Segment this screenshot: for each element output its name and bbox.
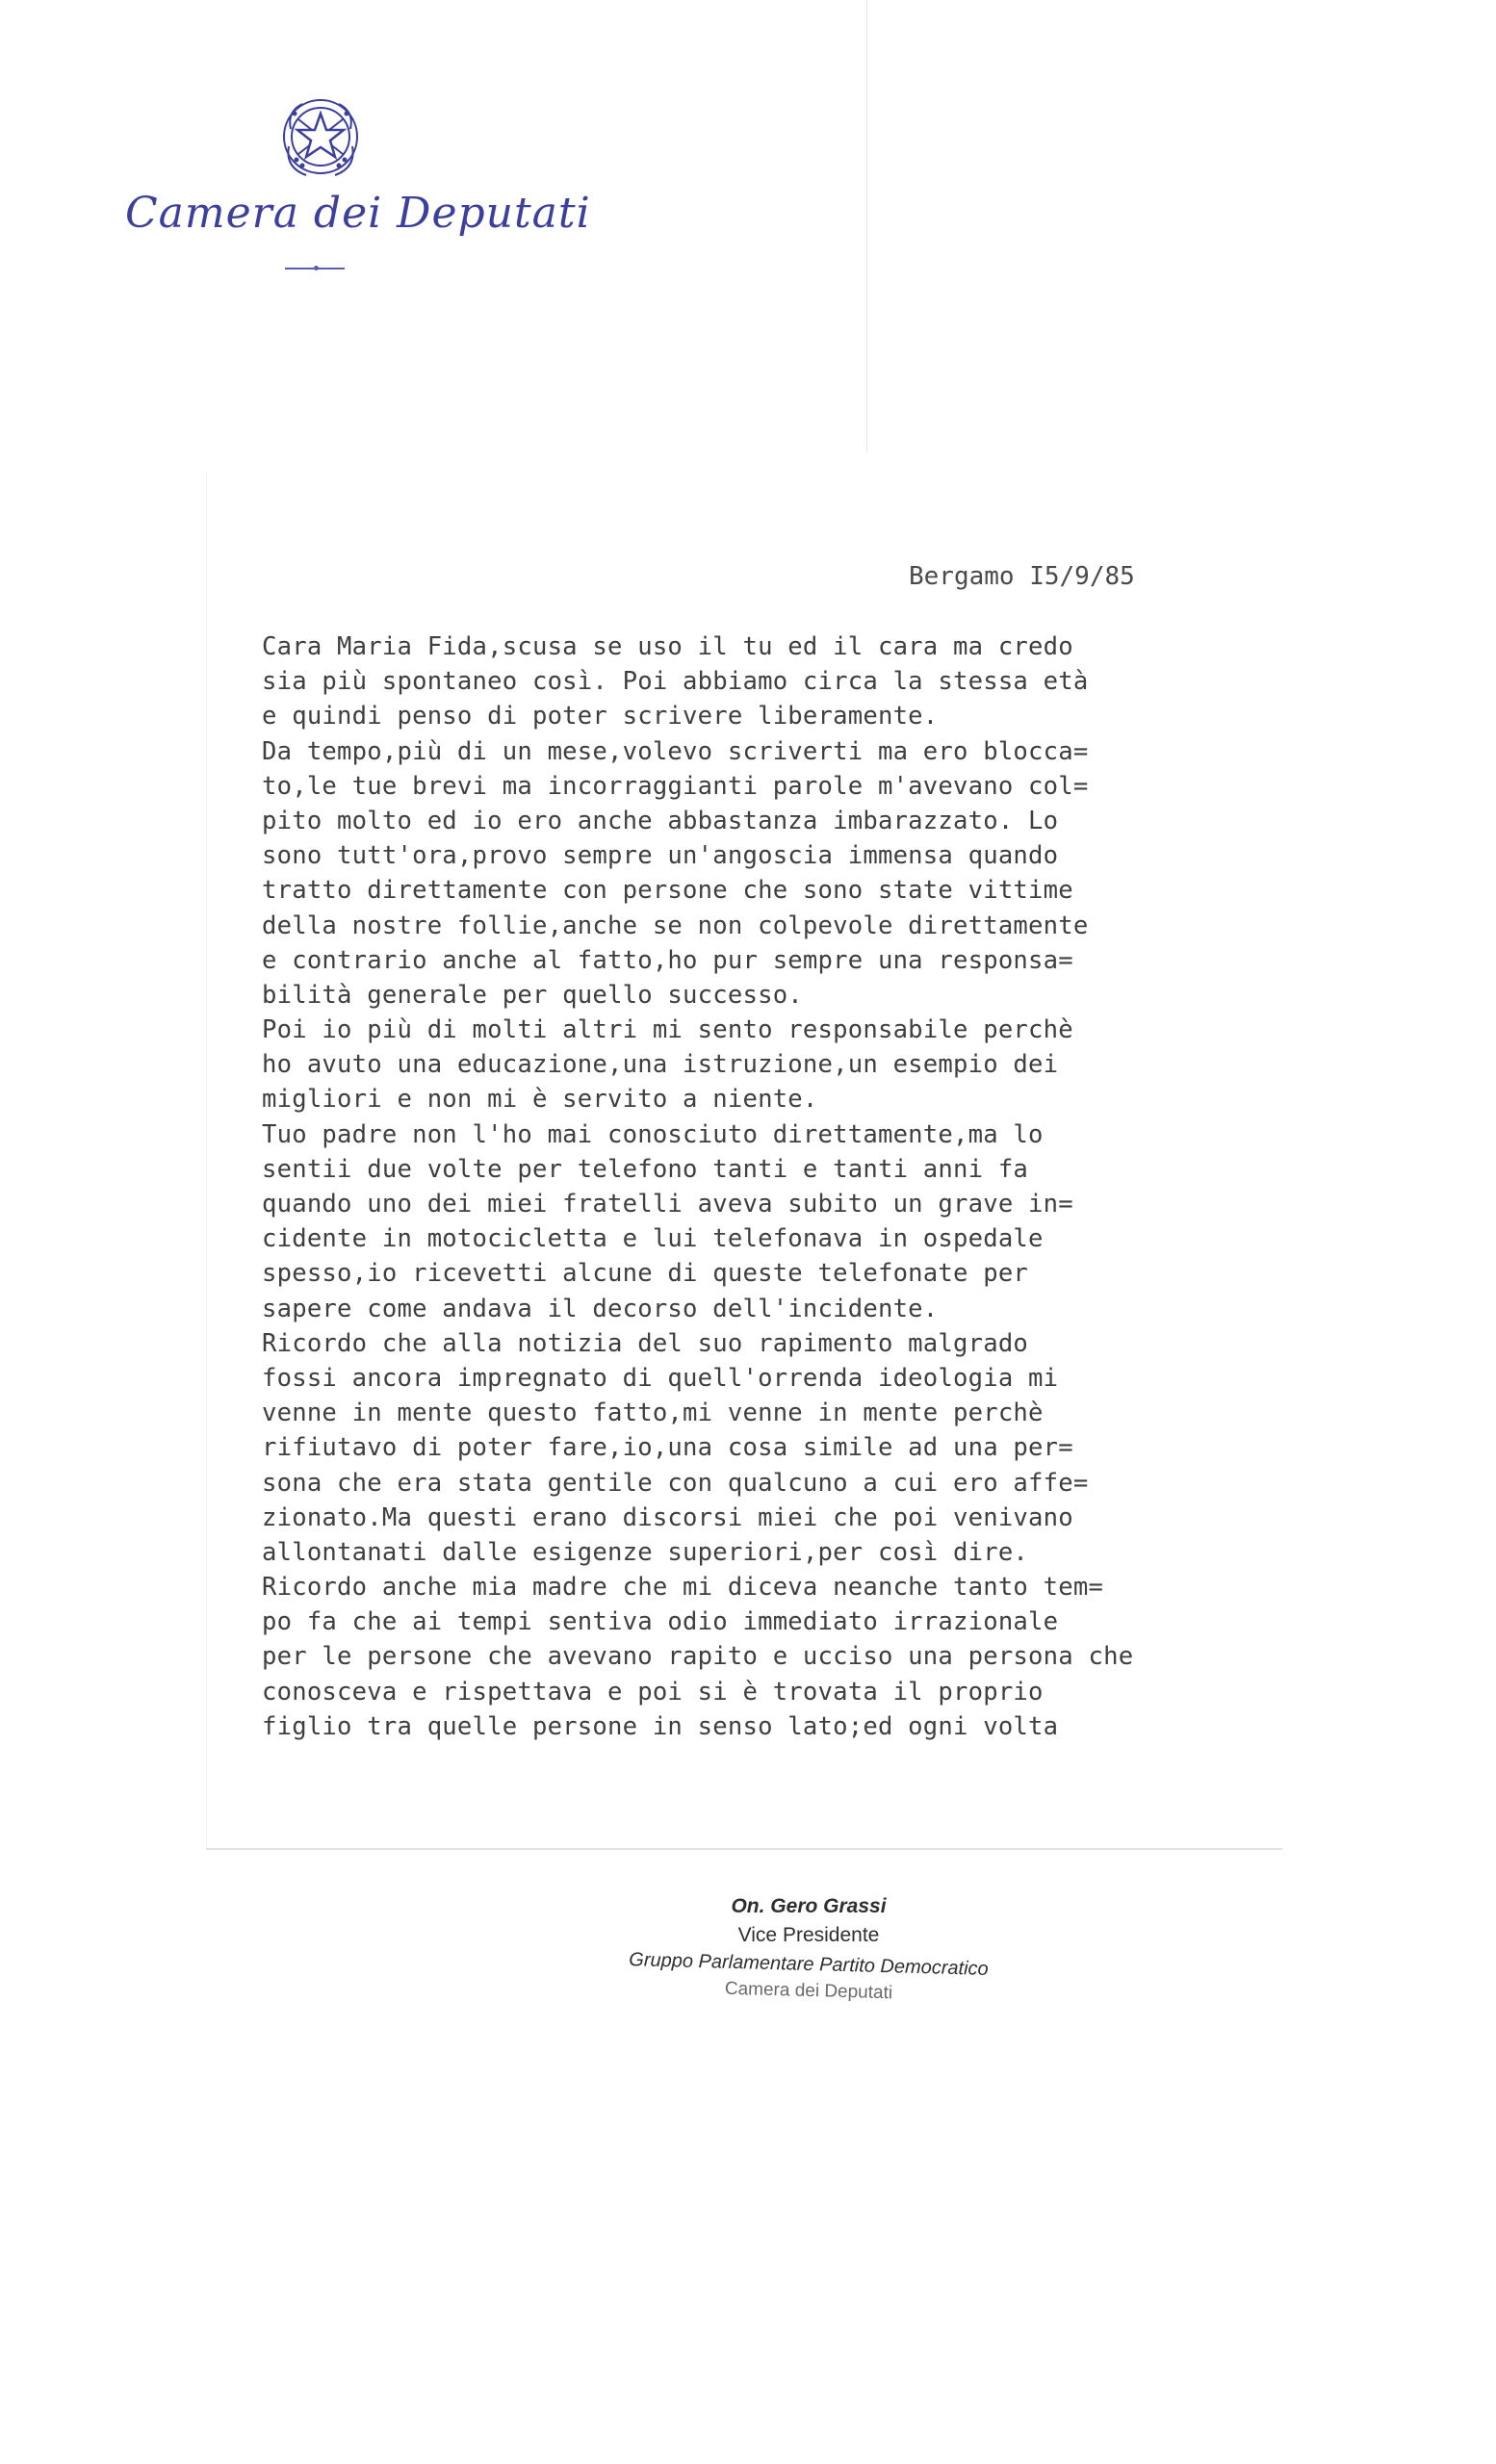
- letter-line: rifiutavo di poter fare,io,una cosa simile ad una per=: [262, 1433, 1073, 1463]
- italian-republic-emblem-icon: [277, 90, 364, 183]
- letter-line: po fa che ai tempi sentiva odio immediato irrazionale: [262, 1607, 1059, 1637]
- letter-line: ho avuto una educazione,una istruzione,un esempio dei: [262, 1050, 1059, 1080]
- letter-line: Da tempo,più di un mese,volevo scriverti ma ero blocca=: [262, 736, 1089, 766]
- place-date: Bergamo I5/9/85: [909, 562, 1135, 591]
- letter-line: bilità generale per quello successo.: [262, 980, 803, 1010]
- stamp-role: Vice Presidente: [737, 1924, 880, 1946]
- letter-line: sia più spontaneo così. Poi abbiamo circa la stessa età: [262, 667, 1089, 697]
- letterhead-divider: [285, 268, 345, 270]
- letter-body: [262, 629, 1292, 1744]
- letter-line: conosceva e rispettava e poi si è trovata il proprio: [262, 1677, 1044, 1707]
- letter-line: Cara Maria Fida,scusa se uso il tu ed il cara ma credo: [262, 632, 1073, 661]
- letter-line: Tuo padre non l'ho mai conosciuto direttamente,ma lo: [262, 1119, 1044, 1149]
- letter-line: venne in mente questo fatto,mi venne in mente perchè: [262, 1399, 1044, 1428]
- letter-line: allontanati dalle esigenze superiori,per così dire.: [262, 1537, 1029, 1567]
- signature-stamp: [539, 1892, 1078, 2004]
- letter-line: Ricordo anche mia madre che mi diceva neanche tanto tem=: [262, 1573, 1104, 1603]
- letter-line: Poi io più di molti altri mi sento responsabile perchè: [262, 1015, 1073, 1045]
- paper-fold-line-bottom: [206, 1848, 1282, 1850]
- letter-line: pito molto ed io ero anche abbastanza imbarazzato. Lo: [262, 806, 1059, 835]
- stamp-group: Gruppo Parlamentare Partito Democratico: [629, 1949, 989, 1980]
- paper-fold-line: [866, 0, 867, 452]
- letter-line: e quindi penso di poter scrivere liberamente.: [262, 702, 939, 732]
- paper-edge-line: [206, 472, 207, 1848]
- letter-line: quando uno dei miei fratelli aveva subito un grave in=: [262, 1190, 1073, 1219]
- letter-line: cidente in motocicletta e lui telefonava in ospedale: [262, 1224, 1044, 1254]
- letter-line: Ricordo che alla notizia del suo rapimento malgrado: [262, 1328, 1029, 1358]
- stamp-chamber: Camera dei Deputati: [724, 1978, 893, 2004]
- letter-line: per le persone che avevano rapito e ucciso una persona che: [262, 1642, 1134, 1672]
- letter-line: spesso,io ricevetti alcune di queste telefonate per: [262, 1259, 1029, 1289]
- letterhead-institution-name: Camera dei Deputati: [125, 189, 591, 238]
- letter-line: della nostre follie,anche se non colpevole direttamente: [262, 911, 1089, 940]
- letter-line: e contrario anche al fatto,ho pur sempre una responsa=: [262, 945, 1073, 975]
- letter-line: migliori e non mi è servito a niente.: [262, 1085, 818, 1115]
- letter-line: sapere come andava il decorso dell'incidente.: [262, 1294, 939, 1323]
- letter-line: fossi ancora impregnato di quell'orrenda ideologia mi: [262, 1363, 1059, 1393]
- letter-line: figlio tra quelle persone in senso lato;ed ogni volta: [262, 1711, 1059, 1741]
- letter-line: to,le tue brevi ma incorraggianti parole m'avevano col=: [262, 771, 1089, 801]
- letter-line: sentii due volte per telefono tanti e tanti anni fa: [262, 1154, 1029, 1184]
- letter-line: zionato.Ma questi erano discorsi miei che poi venivano: [262, 1502, 1073, 1532]
- letter-line: sona che era stata gentile con qualcuno a cui ero affe=: [262, 1468, 1089, 1498]
- letter-line: sono tutt'ora,provo sempre un'angoscia immensa quando: [262, 841, 1059, 871]
- stamp-name: On. Gero Grassi: [731, 1895, 887, 1917]
- letter-line: tratto direttamente con persone che sono state vittime: [262, 876, 1073, 906]
